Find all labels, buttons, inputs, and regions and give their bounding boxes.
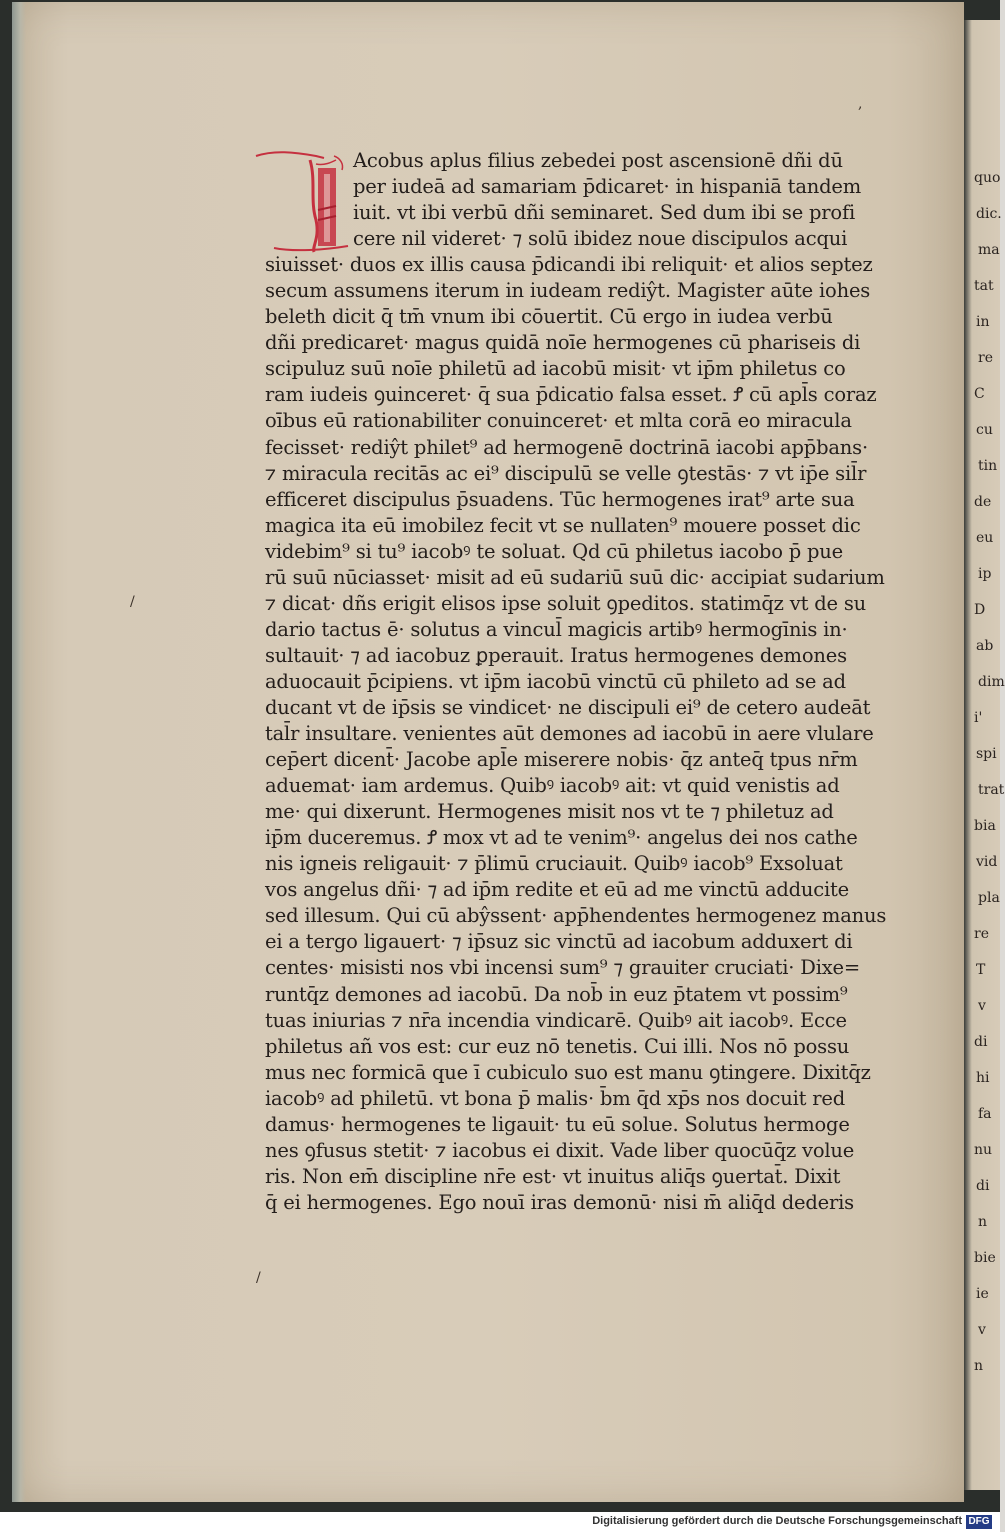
margin-mark: , [858, 96, 863, 112]
facing-page-fragment: eu [976, 530, 994, 546]
text-line: aduemat· iam ardemus. Quibꝰ iacobꝰ ait: vt quid venistis ad [265, 774, 840, 798]
facing-page-fragment: ie [976, 1286, 989, 1302]
facing-page-fragment: di [976, 1178, 990, 1194]
text-line: tuas iniurias ⁊ nr̄a incendia vindicarē. Quibꝰ ait iacobꝰ. Ecce [265, 1008, 847, 1032]
text-line: vos angelus dñi· ⁊ ad ip̄m redite et eū ad me vinctū adducite [265, 878, 850, 902]
text-line: siuisset· duos ex illis causa p̄dicandi ibi reliquit· et alios septez [265, 253, 873, 277]
text-line: iacobꝰ ad philetū. vt bona p̄ malis· b̄m q̄d xp̄s nos docuit red [265, 1086, 845, 1110]
facing-page-fragment: re [978, 350, 993, 366]
text-line: magica ita eū imobilez fecit vt se nullaten⁹ mouere posset dic [265, 513, 861, 537]
text-line: Acobus aplus filius zebedei post ascensionē dñi dū [353, 149, 843, 172]
text-line: sultauit· ⁊ ad iacobuz ꝑperauit. Iratus hermogenes demones [265, 643, 847, 667]
facing-page-fragment: ip [978, 566, 992, 582]
footer-bar [0, 1512, 1000, 1532]
text-line: tal̄r insultare. venientes aūt demones ad iacobū in aere vlulare [265, 722, 874, 746]
facing-page-fragment: fa [978, 1106, 992, 1122]
facing-page-fragment: C [974, 386, 985, 402]
text-line: q̄ ei hermogenes. Ego nouī iras demonū· nisi m̄ aliq̄d dederis [265, 1190, 854, 1214]
text-line: nes ꝯfusus stetit· ⁊ iacobus ei dixit. Vade liber quocūq̄z volue [265, 1138, 855, 1162]
text-line: nis igneis religauit· ⁊ p̄limū cruciauit. Quibꝰ iacob⁹ Exsoluat [265, 852, 843, 876]
facing-page-fragment: tin [978, 458, 998, 474]
text-line: me· qui dixerunt. Hermogenes misit nos vt te ⁊ philetuz ad [265, 800, 834, 824]
facing-page-fragment: dim [978, 674, 1005, 690]
facing-page-fragment: quo [974, 170, 1001, 186]
facing-page-fragment: tat [974, 278, 994, 294]
facing-page-fragment: v [978, 1322, 986, 1338]
text-line: damus· hermogenes te ligauit· tu eū solue. Solutus hermoge [265, 1112, 850, 1136]
facing-page-fragment: i' [974, 710, 983, 726]
facing-page-fragment: v [978, 998, 986, 1014]
text-line: oībus eū rationabiliter conuinceret· et mlta corā eo miracula [265, 409, 852, 433]
text-line: philetus añ vos est: cur euz nō tenetis. Cui illi. Nos nō possu [265, 1034, 850, 1058]
facing-page-fragment: spi [976, 746, 997, 762]
facing-page-fragment: n [974, 1358, 984, 1374]
text-line: cere nil videret· ⁊ solū ibidez noue discipulos acqui [353, 227, 848, 251]
facing-page-fragment: re [974, 926, 989, 942]
facing-page-fragment: ma [978, 242, 1000, 258]
facing-page-fragment: trat [978, 782, 1005, 798]
facing-page-fragment: vid [976, 854, 998, 870]
facing-page-fragment: bia [974, 818, 996, 834]
text-line: ip̄m duceremus. Ꝭ mox vt ad te venim⁹· angelus dei nos cathe [265, 826, 858, 850]
margin-mark: / [256, 1270, 261, 1286]
funding-credit: Digitalisierung gefördert durch die Deutsche Forschungsgemeinschaft [592, 1515, 962, 1527]
text-line: cep̄ert dicent̄· Jacobe apl̄e miserere nobis· q̄z anteq̄ tpus nr̄m [265, 748, 858, 772]
text-line: aduocauit p̄cipiens. vt ip̄m iacobū vinctū cū phileto ad se ad [265, 669, 846, 693]
text-line: beleth dicit q̄ tm̄ vnum ibi cōuertit. Cū ergo in iudea verbū [265, 305, 833, 329]
facing-page-fragment: bie [974, 1250, 996, 1266]
text-line: iuit. vt ibi verbū dñi seminaret. Sed dum ibi se profi [353, 201, 856, 225]
text-line: ⁊ miracula recitās ac ei⁹ discipulū se velle ꝯtestās· ⁊ vt ip̄e sil̄r [265, 461, 867, 485]
margin-mark: / [130, 594, 135, 610]
facing-page-fragment: de [974, 494, 992, 510]
text-line: per iudeā ad samariam p̄dicaret· in hispaniā tandem [353, 175, 862, 199]
text-line: videbim⁹ si tu⁹ iacobꝰ te soluat. Qd cū philetus iacobo p̄ pue [265, 539, 843, 563]
main-text-block [265, 148, 885, 1216]
facing-page-fragment: D [974, 602, 986, 618]
text-line: fecisset· rediŷt philet⁹ ad hermogenē doctrinā iacobi app̄bans· [265, 435, 868, 459]
facing-page-fragment: n [978, 1214, 988, 1230]
text-line: sed illesum. Qui cū abŷssent· app̄hendentes hermogenez manus [265, 904, 887, 928]
text-line: efficeret discipulus p̄suadens. Tūc hermogenes irat⁹ arte sua [265, 487, 855, 511]
text-line: secum assumens iterum in iudeam rediŷt. Magister aūte iohes [265, 279, 871, 303]
facing-page-fragment: pla [978, 890, 1000, 906]
text-line: mus nec formicā que ī cubiculo suo est manu ꝯtingere. Dixitq̄z [265, 1060, 871, 1084]
text-line: ram iudeis ꝯuinceret· q̄ sua p̄dicatio falsa esset. Ꝭ cū apl̄s coraz [265, 383, 877, 407]
text-line: ei a tergo ligauert· ⁊ ip̄suz sic vinctū ad iacobum adduxert di [265, 930, 853, 954]
facing-page-edge [964, 20, 1005, 1490]
facing-page-fragment: cu [976, 422, 993, 438]
facing-page-fragment: hi [976, 1070, 990, 1086]
text-line: centes· misisti nos vbi incensi sum⁹ ⁊ grauiter cruciati· Dixe= [265, 956, 861, 980]
facing-page-fragment: nu [974, 1142, 993, 1158]
text-line: runtq̄z demones ad iacobū. Da nob̄ in euz p̄tatem vt possim⁹ [265, 982, 848, 1006]
facing-page-fragment: dic. [976, 206, 1002, 222]
text-line: rū suū nūciasset· misit ad eū sudariū suū dic· accipiat sudarium [265, 565, 885, 589]
text-line: dñi predicaret· magus quidā noīe hermogenes cū phariseis di [265, 331, 861, 355]
facing-page-fragment: T [976, 962, 986, 978]
text-line: ⁊ dicat· dñs erigit elisos ipse soluit ꝯpeditos. statimq̄z vt de su [265, 591, 866, 615]
dfg-logo: DFG [966, 1515, 992, 1529]
facing-page-fragment: di [974, 1034, 988, 1050]
page-left-edge [12, 2, 26, 1502]
facing-page-fragment: ab [976, 638, 994, 654]
text-line: ducant vt de ip̄sis se vindicet· ne discipuli ei⁹ de cetero audeāt [265, 695, 871, 719]
facing-page-fragment: in [976, 314, 990, 330]
text-line: dario tactus ē· solutus a vincul̄ magicis artibꝰ hermogīnis in· [265, 617, 848, 641]
text-line: scipuluz suū noīe philetū ad iacobū misit· vt ip̄m philetus co [265, 357, 846, 381]
text-line: ris. Non em̄ discipline nr̄e est· vt inuitus aliq̄s ꝯuertat̄. Dixit [265, 1164, 841, 1188]
